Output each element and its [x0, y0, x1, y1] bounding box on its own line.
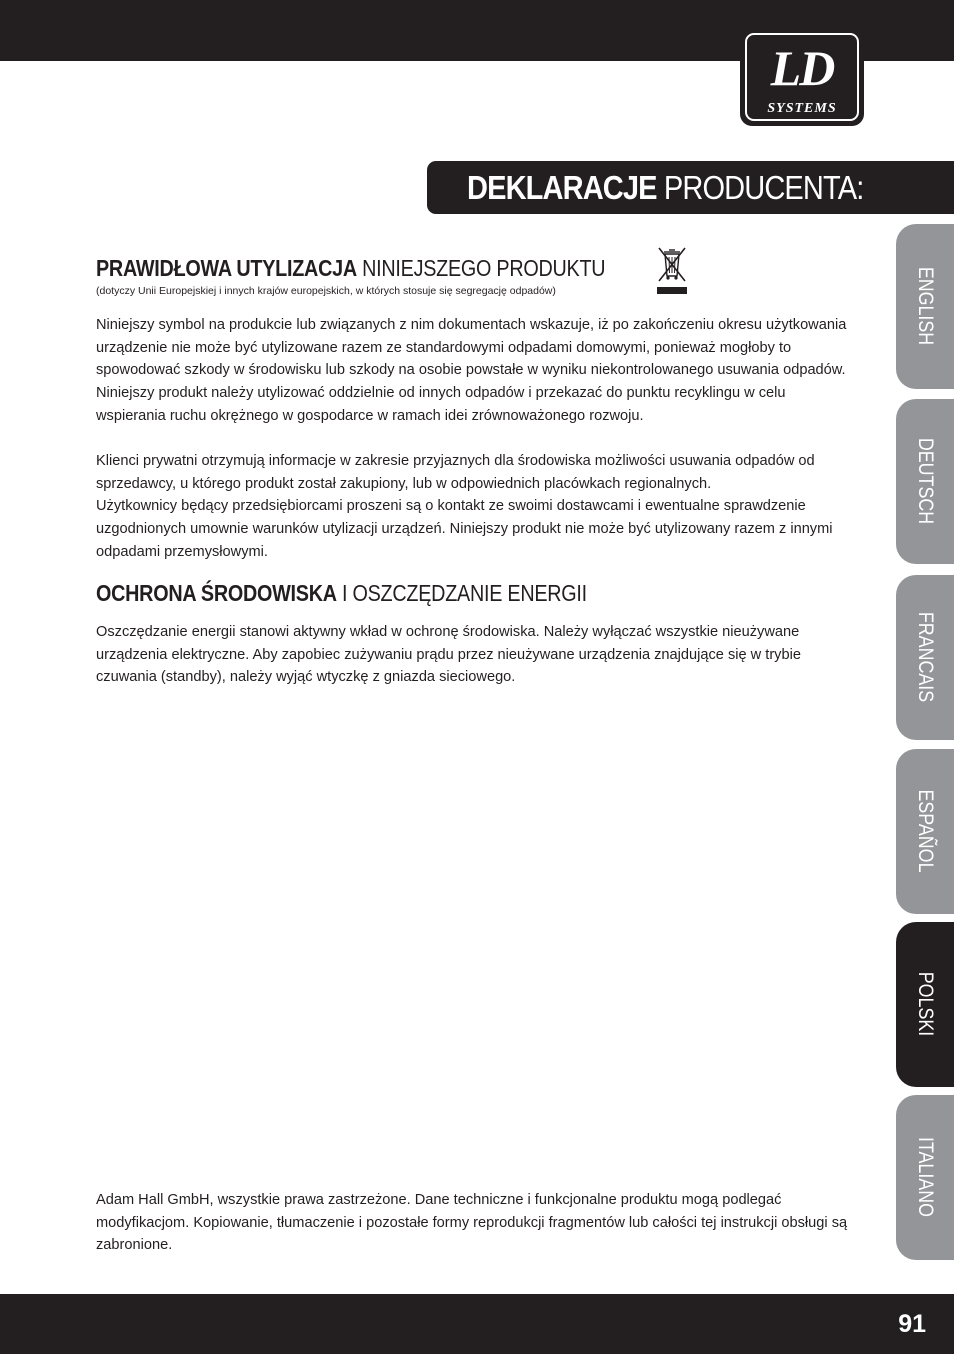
page-title — [467, 168, 863, 208]
section-heading-environment-bold: OCHRONA ŚRODOWISKA — [96, 580, 337, 606]
ld-systems-logo — [740, 28, 864, 126]
tab-english-label: ENGLISH — [914, 266, 937, 346]
page-title-regular: PRODUCENTA: — [663, 169, 864, 206]
section-heading-disposal — [96, 255, 605, 282]
tab-polski[interactable] — [896, 922, 954, 1087]
title-banner — [427, 161, 954, 214]
tab-espanol-label: ESPAÑOL — [914, 789, 937, 873]
business-users-text: Użytkownicy będący przedsiębiorcami proszeni są o kontakt ze swoimi dostawcami i ewentualne sprawdzenie uzgodnionych umownie warunków utylizacji urządzeń. Niniejszy produkt nie może być utylizowany razem z innymi odpadami przemysłowymi. — [96, 498, 833, 560]
tab-english[interactable] — [896, 224, 954, 389]
tab-francais[interactable] — [896, 575, 954, 740]
tab-italiano[interactable] — [896, 1095, 954, 1260]
tab-deutsch[interactable] — [896, 399, 954, 564]
logo-frame — [745, 33, 859, 121]
weee-crossed-bin-icon — [655, 245, 689, 297]
section-heading-environment — [96, 580, 587, 607]
logo-subtitle-text: SYSTEMS — [767, 101, 837, 116]
section-heading-environment-regular: I OSZCZĘDZANIE ENERGII — [342, 580, 587, 606]
disposal-note: (dotyczy Unii Europejskiej i innych krajów europejskich, w których stosuje się segregację odpadów) — [96, 285, 556, 297]
bottom-bar — [0, 1294, 954, 1354]
copyright-notice: Adam Hall GmbH, wszystkie prawa zastrzeżone. Dane techniczne i funkcjonalne produktu mogą podlegać modyfikacjom. Kopiowanie, tłumaczenie i pozostałe formy reprodukcji fragmentów lub całości tej instrukcji obsługi są zabronione. — [96, 1192, 848, 1254]
private-customers-text: Klienci prywatni otrzymują informacje w zakresie przyjaznych dla środowiska możliwości usuwania odpadów od sprzedawcy, u którego produkt został zakupiony, lub w odpowiednich placówkach regionalnych. — [96, 453, 815, 492]
disposal-paragraph-1: Niniejszy symbol na produkcie lub związanych z nim dokumentach wskazuje, iż po zakończeniu okresu użytkowania urządzenie nie może być utylizowane razem ze standardowymi odpadami domowymi, ponieważ mogłoby to spowodować szkody w środowisku lub szkody na osobie powstałe w wyniku niekontrolowanego usuwania odpadów. Niniejszy produkt należy utylizować oddzielnie od innych odpadów i przekazać do punktu recyklingu w celu wspierania ruchu okrężnego w gospodarce w ramach idei zrównoważonego rozwoju. — [96, 317, 847, 424]
tab-polski-label: POLSKI — [914, 971, 937, 1037]
page-title-bold: DEKLARACJE — [467, 169, 657, 206]
tab-italiano-label: ITALIANO — [914, 1136, 937, 1218]
logo-brand-text: LD — [770, 40, 834, 96]
section-heading-disposal-regular: NINIEJSZEGO PRODUKTU — [362, 255, 606, 281]
tab-deutsch-label: DEUTSCH — [914, 437, 937, 525]
environment-paragraph: Oszczędzanie energii stanowi aktywny wkład w ochronę środowiska. Należy wyłączać wszystkie nieużywane urządzenia elektryczne. Aby zapobiec zużywaniu prądu przez nieużywane urządzenia znajdujące się w trybie czuwania (standby), należy wyjąć wtyczkę z gniazda sieciowego. — [96, 624, 801, 686]
section-heading-disposal-bold: PRAWIDŁOWA UTYLIZACJA — [96, 255, 357, 281]
tab-espanol[interactable] — [896, 749, 954, 914]
page-number: 91 — [898, 1310, 926, 1338]
tab-francais-label: FRANCAIS — [914, 611, 937, 703]
disposal-paragraph-2 — [96, 450, 856, 564]
